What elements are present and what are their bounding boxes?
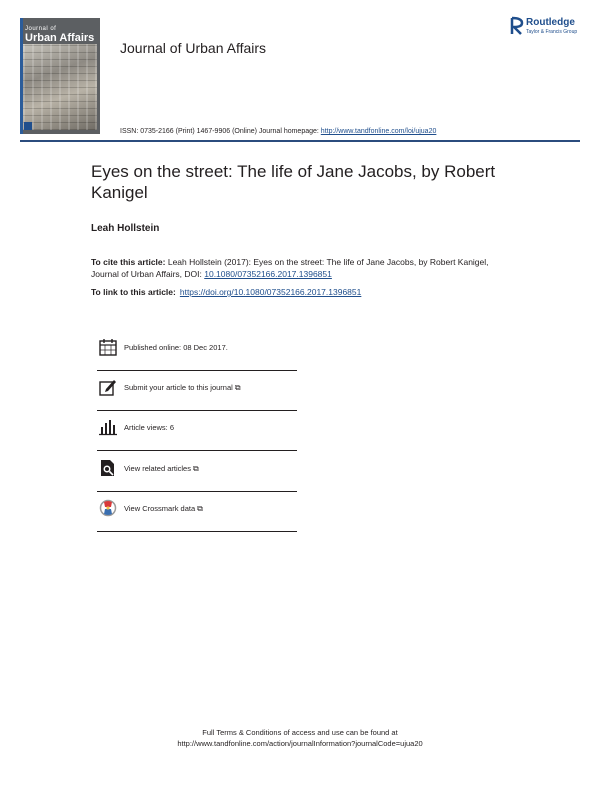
header-divider [20,140,580,142]
cite-text: Leah Hollstein (2017): Eyes on the street: The life of Jane Jacobs, by Robert Kanigel, Journal of Urban Affairs, DOI: [91,257,489,279]
submit-article-label: Submit your article to this journal [124,383,233,392]
related-articles-label: View related articles [124,464,191,473]
cover-title [25,26,94,44]
article-url-link[interactable]: https://doi.org/10.1080/07352166.2017.1396851 [179,287,362,297]
issn-line [120,128,436,135]
cover-photo [23,44,97,130]
article-title: Eyes on the street: The life of Jane Jacobs, by Robert Kanigel [91,162,496,202]
cover-title-line1: Journal of [25,26,57,32]
article-link-line [91,287,361,297]
publisher-logo[interactable] [510,16,590,40]
crossmark-link[interactable] [124,504,203,514]
cite-label: To cite this article: [91,257,166,267]
external-link-icon: ⧉ [234,383,241,392]
info-row-submit[interactable] [97,371,297,411]
link-label: To link to this article: [91,287,176,297]
cover-publisher-logo [24,122,32,130]
routledge-icon [510,16,524,36]
article-author: Leah Hollstein [91,223,160,234]
row-divider [97,531,297,532]
footer-terms-link[interactable]: http://www.tandfonline.com/action/journalInformation?journalCode=ujua20 [177,739,423,748]
footer-line-1: Full Terms & Conditions of access and use can be found at [202,728,398,737]
journal-cover-image [20,18,100,134]
doi-link[interactable]: 10.1080/07352166.2017.1396851 [204,269,332,279]
external-link-icon: ⧉ [192,464,199,473]
external-link-icon: ⧉ [197,504,203,513]
publisher-name: Routledge [526,17,575,28]
search-document-icon [99,459,117,477]
crossmark-icon [99,499,117,517]
bar-chart-icon [99,418,117,436]
journal-homepage-link[interactable]: http://www.tandfonline.com/loi/ujua20 [320,128,437,135]
related-articles-link[interactable] [124,464,199,474]
cover-title-line2: Urban Affairs [25,32,95,44]
crossmark-label: View Crossmark data [124,504,196,513]
edit-icon [99,378,117,396]
info-row-published [97,331,297,371]
article-views-label: Article views: 6 [124,423,175,432]
submit-article-link[interactable] [124,383,241,393]
info-row-crossmark[interactable] [97,492,297,532]
info-row-related[interactable] [97,452,297,492]
info-row-views [97,411,297,451]
issn-text: ISSN: 0735-2166 (Print) 1467-9906 (Online) Journal homepage: [120,128,321,135]
citation [91,256,511,280]
calendar-icon [99,338,117,356]
row-divider [97,450,297,451]
terms-footer [0,727,600,749]
journal-title[interactable]: Journal of Urban Affairs [120,40,267,56]
published-date-label: Published online: 08 Dec 2017. [124,343,228,352]
publisher-subtitle: Taylor & Francis Group [526,29,578,35]
